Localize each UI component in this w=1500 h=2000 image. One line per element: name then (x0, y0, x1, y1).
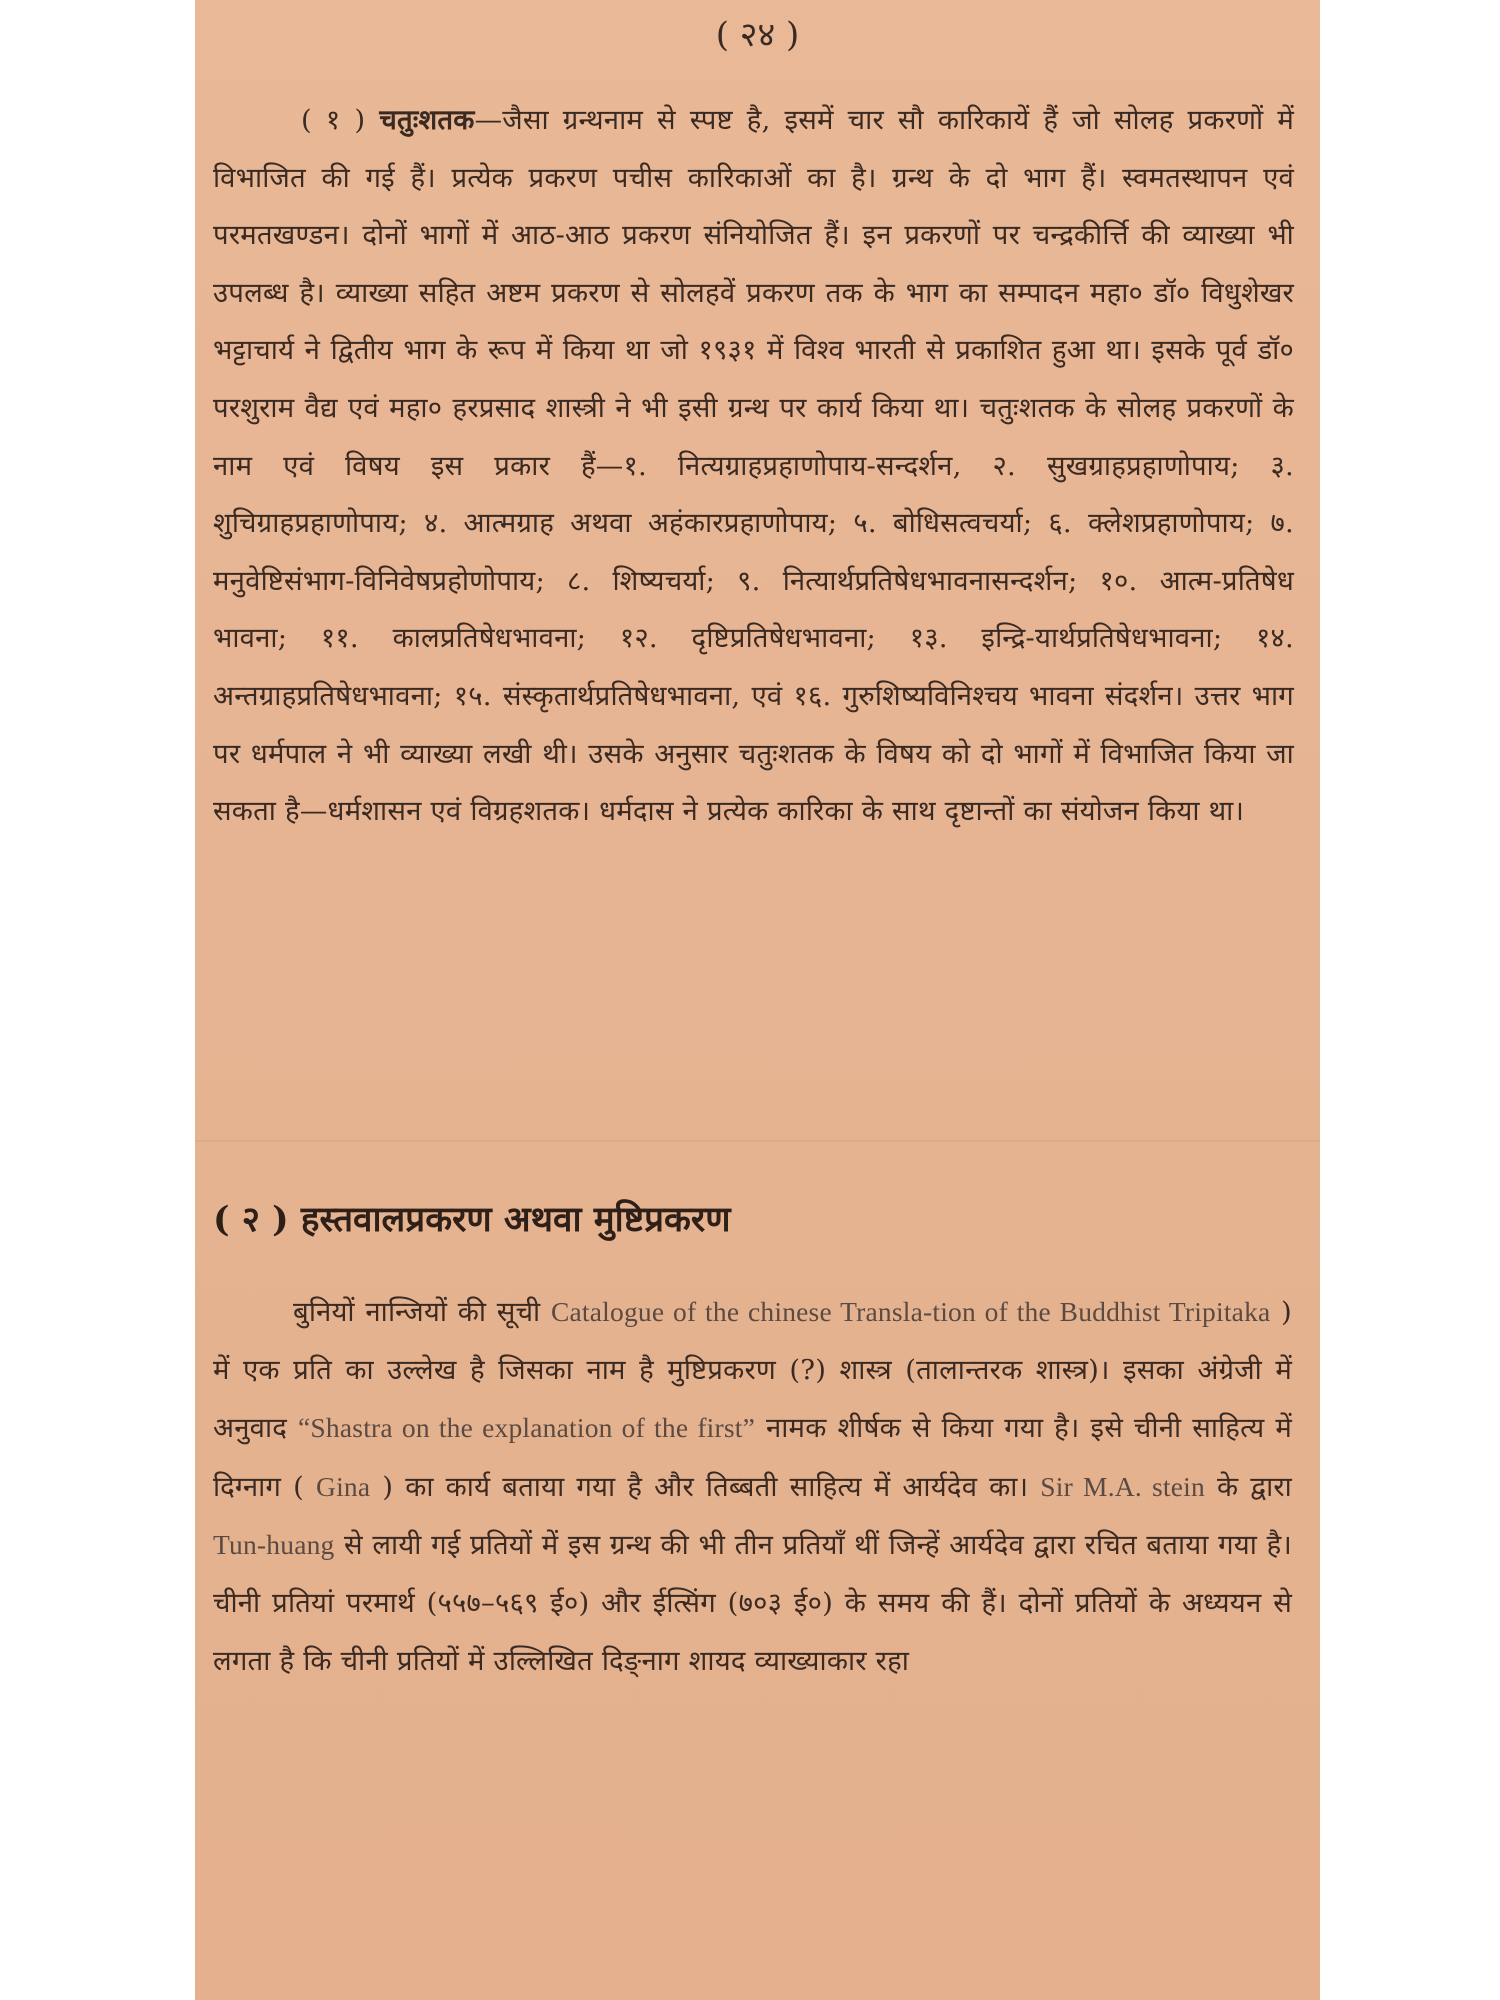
scanned-page (195, 0, 1320, 2000)
text-run: बुनियों नान्जियों की सूची (293, 1296, 551, 1328)
text-run: से लायी गई प्रतियों में इस ग्रन्थ की भी तीन प्रतियाँ थीं जिन्हें आर्यदेव द्वारा रचित बताया गया है। चीनी प्रतियां परमार्थ (५५७–५६९ ई०) और ईत्सिंग (७०३ ई०) के समय की हैं। दोनों प्रतियों के अध्ययन से लगता है कि चीनी प्रतियों में उल्लिखित दिङ्नाग शायद व्याख्याकार रहा (213, 1529, 1292, 1677)
section-1 (213, 92, 1294, 841)
paragraph-chatuhshataka (213, 92, 1294, 841)
latin-name: Gina (316, 1470, 371, 1502)
text-run: ) का कार्य बताया गया है और तिब्बती साहित्य में आर्यदेव का। (370, 1470, 1041, 1503)
paragraph-text: —जैसा ग्रन्थनाम से स्पष्ट है, इसमें चार सौ कारिकायें हैं जो सोलह प्रकरणों में विभाजित की गई हैं। प्रत्येक प्रकरण पचीस कारिकाओं का है। ग्रन्थ के दो भाग हैं। स्वमतस्थापन एवं परमतखण्डन। दोनों भागों में आठ-आठ प्रकरण संनियोजित हैं। इन प्रकरणों पर चन्द्रकीर्त्ति की व्याख्या भी उपलब्ध है। व्याख्या सहित अष्टम प्रकरण से सोलहवें प्रकरण तक के भाग का सम्पादन महा० डॉ० विधुशेखर भट्टाचार्य ने द्वितीय भाग के रूप में किया था जो १९३१ में विश्व भारती से प्रकाशित हुआ था। इसके पूर्व डॉ० परशुराम वैद्य एवं महा० हरप्रसाद शास्त्री ने भी इसी ग्रन्थ पर कार्य किया था। चतुःशतक के सोलह प्रकरणों के नाम एवं विषय इस प्रकार हैं—१. नित्यग्राहप्रहाणोपाय-सन्दर्शन, २. सुखग्राहप्रहाणोपाय; ३. शुचिग्राहप्रहाणोपाय; ४. आत्मग्राह अथवा अहंकारप्रहाणोपाय; ५. बोधिसत्वचर्या; ६. क्लेशप्रहाणोपाय; ७. मनुवेष्टिसंभाग-विनिवेषप्रहोणोपाय; ८. शिष्यचर्या; ९. नित्यार्थप्रतिषेधभावनासन्दर्शन; १०. आत्म-प्रतिषेध भावना; ११. कालप्रतिषेधभावना; १२. दृष्टिप्रतिषेधभावना; १३. इन्द्रि-यार्थप्रतिषेधभावना; १४. अन्तग्राहप्रतिषेधभावना; १५. संस्कृतार्थप्रतिषेधभावना, एवं १६. गुरुशिष्यविनिश्चय भावना संदर्शन। उत्तर भाग पर धर्मपाल ने भी व्याख्या लखी थी। उसके अनुसार चतुःशतक के विषय को दो भागों में विभाजित किया जा सकता है—धर्मशासन एवं विग्रहशतक। धर्मदास ने प्रत्येक कारिका के साथ दृष्टान्तों का संयोजन किया था। (213, 104, 1294, 828)
page-number: ( २४ ) (715, 15, 800, 55)
section-marker: ( १ ) (301, 104, 366, 136)
section-2-heading: ( २ ) हस्तवालप्रकरण अथवा मुष्टिप्रकरण (213, 1199, 731, 1240)
text-run: के द्वारा (1204, 1470, 1292, 1503)
latin-person: Sir M.A. stein (1040, 1470, 1205, 1502)
page-fold-line (195, 1140, 1320, 1142)
latin-title: Catalogue of the chinese Transla-tion of the Buddhist Tripitaka (550, 1296, 1271, 1327)
latin-translation: “Shastra on the explanation of the first” (298, 1412, 756, 1444)
text-run: ) में एक प्रति का उल्लेख है जिसका नाम है मुष्टिप्रकरण (?) शास्त्र (तालान्तरक शास्त्र)। इसका अंग्रेजी में अनुवाद (213, 1296, 1292, 1445)
paragraph-hastavala (213, 1283, 1292, 1690)
latin-place: Tun-huang (213, 1529, 335, 1561)
section-title: चतुःशतक (379, 104, 475, 136)
text-run: नामक शीर्षक से किया गया है। इसे चीनी साहित्य में दिग्नाग ( (213, 1412, 1292, 1503)
